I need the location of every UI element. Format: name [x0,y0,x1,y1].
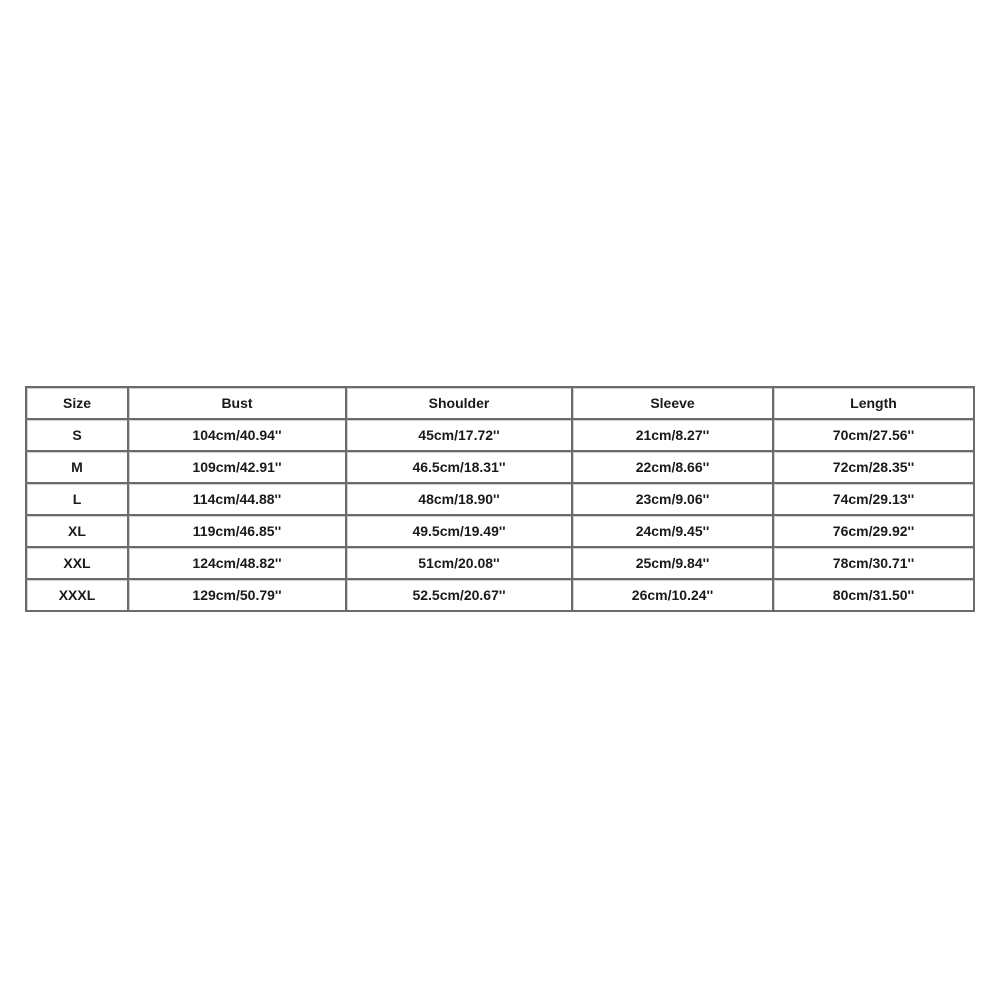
table-row [27,548,975,580]
header-length: Length [774,388,975,420]
table-row [27,580,975,612]
table-row [27,516,975,548]
cell-shoulder: 49.5cm/19.49'' [347,516,573,548]
cell-length: 80cm/31.50'' [774,580,975,612]
table-header [27,388,975,420]
cell-length: 76cm/29.92'' [774,516,975,548]
size-chart-table [25,386,975,612]
cell-shoulder: 45cm/17.72'' [347,420,573,452]
cell-shoulder: 48cm/18.90'' [347,484,573,516]
cell-shoulder: 51cm/20.08'' [347,548,573,580]
header-row [27,388,975,420]
cell-size: XXL [27,548,129,580]
table-row [27,452,975,484]
cell-bust: 119cm/46.85'' [129,516,347,548]
cell-length: 78cm/30.71'' [774,548,975,580]
cell-size: L [27,484,129,516]
cell-sleeve: 22cm/8.66'' [573,452,774,484]
table-row [27,484,975,516]
cell-shoulder: 52.5cm/20.67'' [347,580,573,612]
cell-size: XXXL [27,580,129,612]
cell-shoulder: 46.5cm/18.31'' [347,452,573,484]
cell-bust: 114cm/44.88'' [129,484,347,516]
cell-length: 70cm/27.56'' [774,420,975,452]
cell-length: 72cm/28.35'' [774,452,975,484]
cell-sleeve: 24cm/9.45'' [573,516,774,548]
cell-size: XL [27,516,129,548]
cell-bust: 124cm/48.82'' [129,548,347,580]
cell-sleeve: 25cm/9.84'' [573,548,774,580]
cell-size: S [27,420,129,452]
cell-size: M [27,452,129,484]
table-row [27,420,975,452]
table-body [27,420,975,612]
header-shoulder: Shoulder [347,388,573,420]
cell-bust: 109cm/42.91'' [129,452,347,484]
cell-length: 74cm/29.13'' [774,484,975,516]
cell-sleeve: 21cm/8.27'' [573,420,774,452]
header-size: Size [27,388,129,420]
cell-sleeve: 26cm/10.24'' [573,580,774,612]
cell-sleeve: 23cm/9.06'' [573,484,774,516]
header-sleeve: Sleeve [573,388,774,420]
header-bust: Bust [129,388,347,420]
cell-bust: 104cm/40.94'' [129,420,347,452]
cell-bust: 129cm/50.79'' [129,580,347,612]
